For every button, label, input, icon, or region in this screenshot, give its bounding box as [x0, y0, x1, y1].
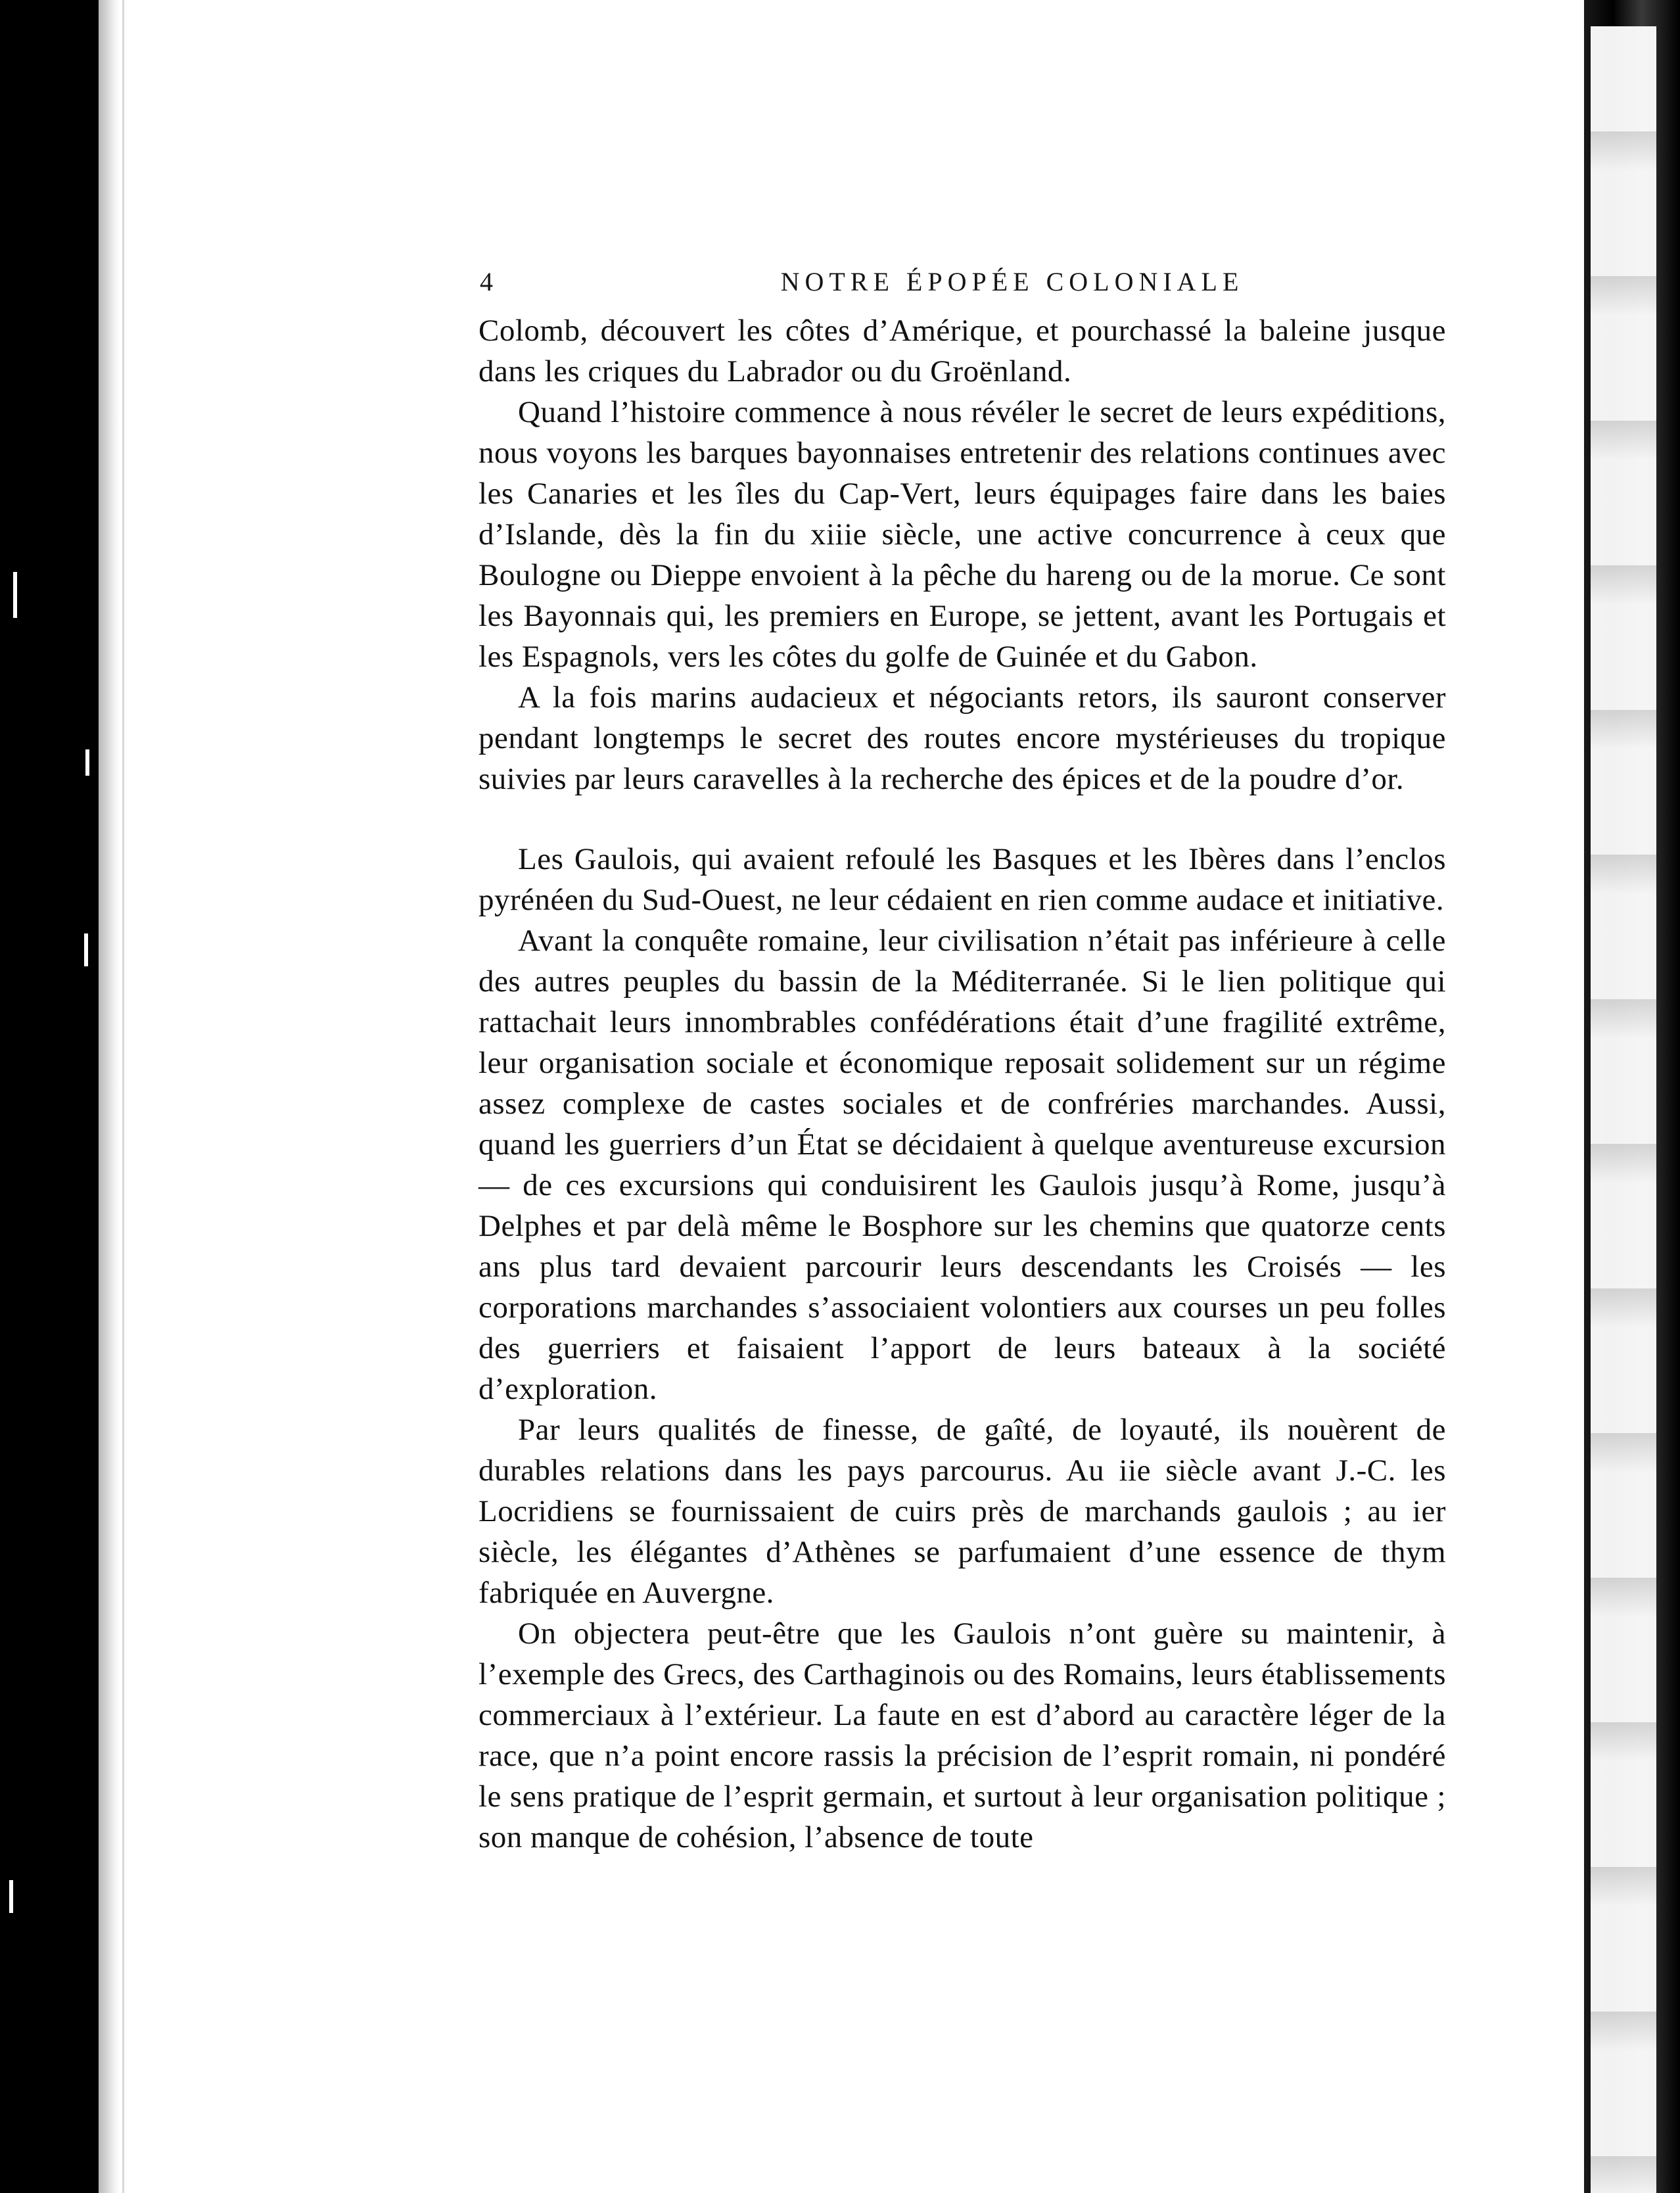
- page-number: 4: [480, 267, 498, 296]
- paragraph-3: A la fois marins audacieux et négociants retors, ils sauront conserver pendant longtemps le secret des routes encore mystérieuses du tropique suivies par leurs caravelles à la recherche des épices et de la poudre d’or.: [478, 680, 1446, 796]
- margin-speck: [84, 933, 88, 966]
- paragraph-4: Les Gaulois, qui avaient refoulé les Basques et les Ibères dans l’enclos pyrénéen du Sud-Ouest, ne leur cédaient en rien comme audace et initiative.: [478, 842, 1446, 917]
- paragraph-2: Quand l’histoire commence à nous révéler le secret de leurs expéditions, nous voyons les barques bayonnaises entretenir des relations continues avec les Canaries et les îles du Cap-Vert, leurs équipages faire dans les baies d’Islande, dès la fin du xiiie siècle, une active concurrence à ceux que Boulogne ou Dieppe envoient à la pêche du hareng ou de la morue. Ce sont les Bayonnais qui, les premiers en Europe, se jettent, avant les Portugais et les Espagnols, vers les côtes du golfe de Guinée et du Gabon.: [478, 395, 1446, 674]
- next-page-edge: [1591, 26, 1656, 2193]
- page-spine-shadow: [99, 0, 120, 2193]
- margin-speck: [9, 1880, 13, 1913]
- scanned-page: [99, 0, 1584, 2193]
- body-text: [478, 310, 1446, 1858]
- page-edge-line: [122, 0, 124, 2193]
- paragraph-1: Colomb, découvert les côtes d’Amérique, et pourchassé la baleine jusque dans les criques du Labrador ou du Groënland.: [478, 314, 1446, 389]
- running-title: NOTRE ÉPOPÉE COLONIALE: [780, 267, 1244, 296]
- margin-speck: [85, 749, 89, 776]
- margin-speck: [13, 572, 17, 618]
- paragraph-5: Avant la conquête romaine, leur civilisation n’était pas inférieure à celle des autres peuples du bassin de la Méditerranée. Si le lien politique qui rattachait leurs innombrables confédérations était d’une fragilité extrême, leur organisation sociale et économique reposait solidement sur un régime assez complexe de castes sociales et de confréries marchandes. Aussi, quand les guerriers d’un État se décidaient à quelque aventureuse excursion — de ces excursions qui conduisirent les Gaulois jusqu’à Rome, jusqu’à Delphes et par delà même le Bosphore sur les chemins que quatorze cents ans plus tard devaient parcourir leurs descendants les Croisés — les corporations marchandes s’associaient volontiers aux courses un peu folles des guerriers et faisaient l’apport de leurs bateaux à la société d’exploration.: [478, 924, 1446, 1406]
- page-header: [480, 266, 1446, 306]
- paragraph-6: Par leurs qualités de finesse, de gaîté, de loyauté, ils nouèrent de durables relations dans les pays parcourus. Au iie siècle avant J.-C. les Locridiens se fournissaient de cuirs près de marchands gaulois ; au ier siècle, les élégantes d’Athènes se parfumaient d’une essence de thym fabriquée en Auvergne.: [478, 1413, 1446, 1610]
- paragraph-7: On objectera peut-être que les Gaulois n’ont guère su maintenir, à l’exemple des Grecs, des Carthaginois ou des Romains, leurs établissements commerciaux à l’extérieur. La faute en est d’abord au caractère léger de la race, que n’a point encore rassis la précision de l’esprit romain, ni pondéré le sens pratique de l’esprit germain, et surtout à leur organisation politique ; son manque de cohésion, l’absence de toute: [478, 1616, 1446, 1854]
